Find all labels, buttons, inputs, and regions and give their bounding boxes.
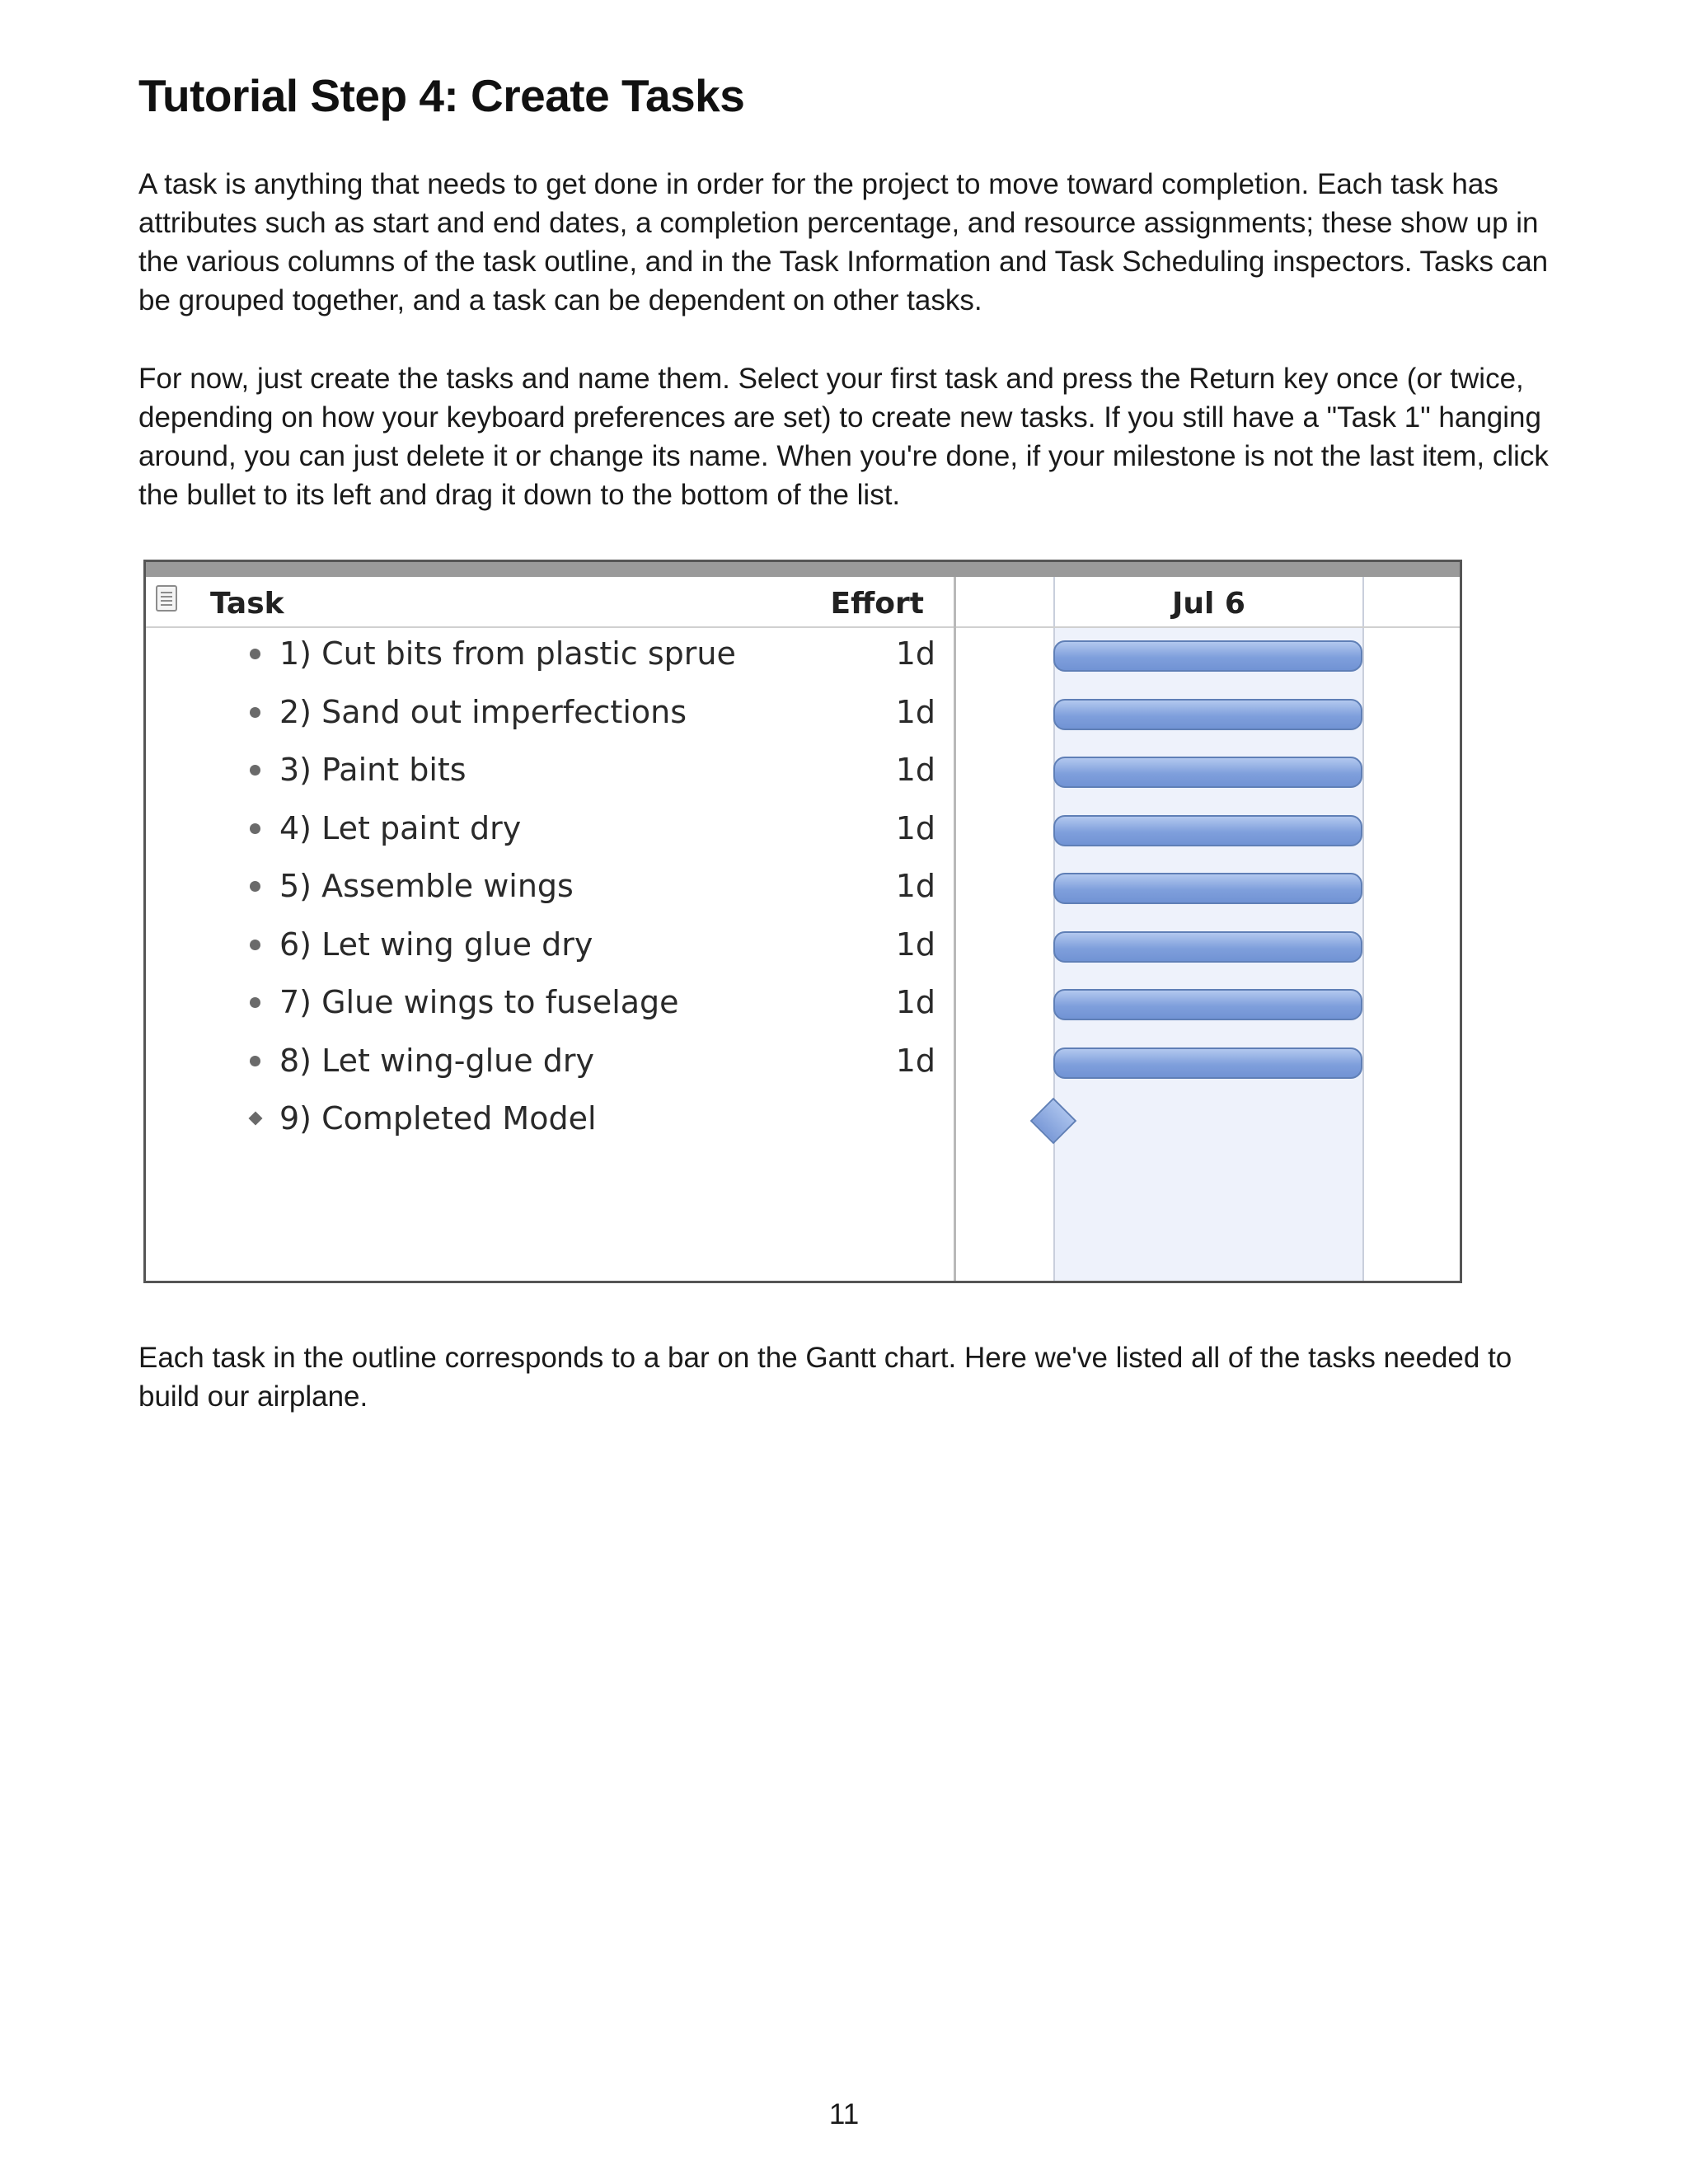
task-effort[interactable]: 1d [895,868,935,904]
task-name[interactable]: 8) Let wing-glue dry [279,1042,594,1079]
task-row[interactable] [146,802,954,860]
outline-document-icon[interactable] [156,585,177,612]
gantt-bar[interactable] [1053,873,1362,904]
task-row[interactable] [146,976,954,1033]
intro-paragraph: A task is anything that needs to get done in order for the project to move toward completion. Each task has attributes such as start and end dates, a completion percentage, and resource assignments; these show up in the various columns of the task outline, and in the Task Information and Task Scheduling inspectors. Tasks can be grouped together, and a task can be dependent on other tasks. [138,168,1549,316]
page-title: Tutorial Step 4: Create Tasks [138,70,745,121]
task-effort[interactable]: 1d [895,926,935,963]
task-name[interactable]: 2) Sand out imperfections [279,693,687,730]
task-name[interactable]: 3) Paint bits [279,752,467,788]
task-effort[interactable]: 1d [895,984,935,1020]
task-name[interactable]: 7) Glue wings to fuselage [279,984,679,1020]
task-row[interactable] [146,686,954,743]
gantt-bar[interactable] [1053,989,1362,1020]
timeline-date-label: Jul 6 [1172,587,1245,621]
task-name[interactable]: 5) Assemble wings [279,868,574,904]
column-header-task[interactable]: Task [210,587,284,621]
gantt-bar[interactable] [1053,699,1362,730]
gantt-bar[interactable] [1053,1047,1362,1079]
task-bullet-icon[interactable] [250,881,260,892]
task-effort[interactable]: 1d [895,693,935,730]
task-effort[interactable]: 1d [895,809,935,846]
task-bullet-icon[interactable] [250,940,260,950]
task-row[interactable] [146,743,954,801]
gantt-bar[interactable] [1053,757,1362,788]
task-bullet-icon[interactable] [250,1056,260,1066]
task-row[interactable] [146,918,954,976]
task-row[interactable] [146,627,954,685]
gantt-bar[interactable] [1053,931,1362,963]
task-name[interactable]: 1) Cut bits from plastic sprue [279,635,736,672]
column-header-effort[interactable]: Effort [830,587,924,621]
task-bullet-icon[interactable] [250,707,260,718]
task-bullet-icon[interactable] [250,997,260,1008]
task-bullet-icon[interactable] [250,823,260,834]
task-name[interactable]: 9) Completed Model [279,1100,597,1137]
task-effort[interactable]: 1d [895,635,935,672]
gantt-timeline-header [956,577,1460,628]
gantt-bar[interactable] [1053,640,1362,672]
task-name[interactable]: 6) Let wing glue dry [279,926,593,963]
page-number: 11 [828,2098,860,2130]
task-name[interactable]: 4) Let paint dry [279,809,522,846]
caption-paragraph: Each task in the outline corresponds to a bar on the Gantt chart. Here we've listed all of the tasks needed to build our airplane. [138,1342,1512,1413]
gantt-screenshot [143,560,1462,1283]
milestone-row[interactable] [146,1092,954,1150]
task-bullet-icon[interactable] [250,649,260,659]
task-outline [146,577,956,1281]
instructions-paragraph: For now, just create the tasks and name them. Select your first task and press the Return key once (or twice, depending on how your keyboard preferences are set) to create new tasks. If you still have a "Task 1" hanging around, you can just delete it or change its name. When you're done, if your milestone is not the last item, click the bullet to its left and drag it down to the bottom of the list. [138,363,1549,511]
milestone-bullet-icon[interactable] [249,1112,263,1126]
gantt-bar[interactable] [1053,815,1362,846]
task-row[interactable] [146,860,954,917]
task-effort[interactable]: 1d [895,1042,935,1079]
task-bullet-icon[interactable] [250,765,260,776]
day-column-highlight [1053,577,1364,1281]
task-effort[interactable]: 1d [895,752,935,788]
window-toolbar-strip [146,562,1460,578]
task-row[interactable] [146,1034,954,1092]
gantt-chart [956,577,1460,1281]
outline-header [146,577,954,628]
